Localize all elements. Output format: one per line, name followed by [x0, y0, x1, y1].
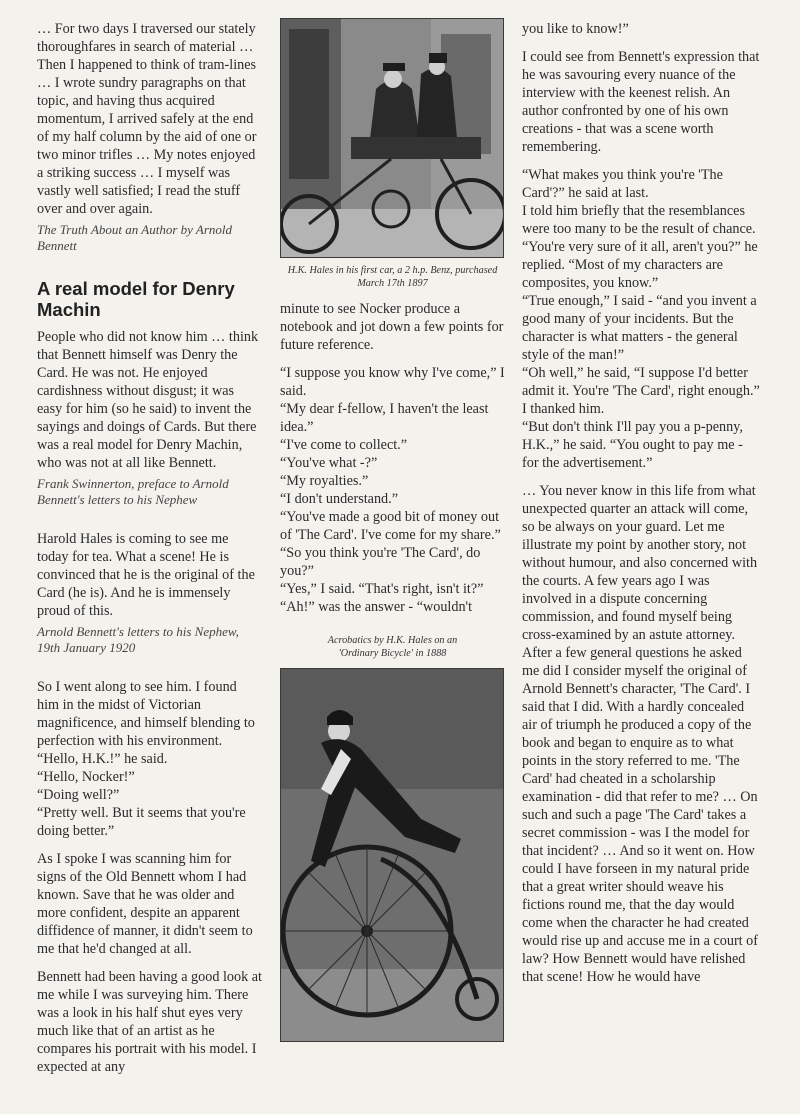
dialogue-line: “Yes,” I said. “That's right, isn't it?” — [280, 581, 484, 597]
section-heading: A real model for Denry Machin — [37, 278, 235, 320]
swinnerton-citation: Frank Swinnerton, preface to Arnold Bennett's letters to his Nephew — [37, 476, 229, 507]
dialogue-line: “My dear f-fellow, I haven't the least idea.” — [280, 401, 489, 435]
dialogue-line: “I don't understand.” — [280, 491, 398, 507]
column-left — [37, 20, 262, 1076]
dialogue-line: “Pretty well. But it seems that you're doing better.” — [37, 805, 246, 839]
dialogue-line: “You've what -?” — [280, 455, 378, 471]
dialogue-line: “You're very sure of it all, aren't you?” he replied. “Most of my characters are composites, you know.” — [522, 239, 758, 291]
bicycle-photo-caption: Acrobatics by H.K. Hales on an 'Ordinary Bicycle' in 1888 — [327, 635, 458, 659]
paragraph: As I spoke I was scanning him for signs of the Old Bennett whom I had known. Save that he was older and more confident, despite an apparent diffidence of manner, it didn't seem to me that he'd changed at all. — [37, 851, 253, 957]
dialogue-line: I told him briefly that the resemblances were too many to be the result of chance. — [522, 203, 756, 237]
opening-quote-citation: The Truth About an Author by Arnold Bennett — [37, 222, 233, 253]
swinnerton-quote: People who did not know him … think that Bennett himself was Denry the Card. He was not. He enjoyed cardishness without disgust; it was easy for him (so he said) to invent the sayings and doings of Cards. But there was a real model for Denry Machin, who was not at all like Bennett. — [37, 329, 259, 471]
column-right — [522, 20, 762, 986]
dialogue-line: you like to know!” — [522, 21, 629, 37]
dialogue-line: “Oh well,” he said, “I suppose I'd better admit it. You're 'The Card', right enough.” — [522, 365, 760, 399]
paragraph: … You never know in this life from what unexpected quarter an attack will come, so be always on your guard. Let me illustrate my point by another story, not without humour, and also concerned with the courts. A few years ago I was involved in a dispute concerning commission, and found myself being cross-examined by an astute attorney. After a few general questions he asked me did I consider myself the original of Arnold Bennett's character, 'The Card'. I said that I did. With a hardly concealed air of triumph he produced a copy of the book and began to enquire as to what points in the story referred to me. 'The Card' had cheated in a scholarship examination - did that refer to me? … On such and such a page 'The Card' takes a secret commission - was I the model for that incident? … And so it went on. How could I have forseen in my natural pride that a great writer should weave his fictions round me, that the day would come when the character he had created would rise up and accuse me in a court of law? How Bennett would have relished that scene! How he would have — [522, 483, 758, 985]
paragraph: minute to see Nocker produce a notebook and jot down a few points for future reference. — [280, 301, 504, 353]
letters-citation: Arnold Bennett's letters to his Nephew, 19th January 1920 — [37, 624, 239, 655]
dialogue-line: “Hello, H.K.!” he said. — [37, 751, 168, 767]
dialogue-line: “I've come to collect.” — [280, 437, 408, 453]
dialogue-line: “So you think you're 'The Card', do you?” — [280, 545, 481, 579]
dialogue-line: “True enough,” I said - “and you invent a good many of your incidents. But the character is what matters - the general style of the man!” — [522, 293, 757, 363]
column-middle — [280, 18, 505, 1042]
car-photo-caption: H.K. Hales in his first car, a 2 h.p. Benz, purchased March 17th 1897 — [287, 265, 498, 289]
dialogue-line: “I suppose you know why I've come,” I said. — [280, 365, 505, 399]
dialogue-line: “My royalties.” — [280, 473, 369, 489]
paragraph: Bennett had been having a good look at me while I was surveying him. There was a look in his half shut eyes very much like that of an artist as he compares his portrait with his model. I expected at any — [37, 969, 262, 1075]
dialogue-line: “Ah!” was the answer - “wouldn't — [280, 599, 473, 615]
dialogue-line: “What makes you think you're 'The Card'?” he said at last. — [522, 167, 723, 201]
opening-quote: … For two days I traversed our stately thoroughfares in search of material … Then I happened to think of tram-lines … I wrote sundry paragraphs on that topic, and having thus acquired momentum, I arrived safely at the end of my half column by the aid of one or two minor trifles … My notes enjoyed a striking success … I myself was vastly well satisfied; I read the stuff over and over again. — [37, 21, 257, 217]
letters-quote: Harold Hales is coming to see me today for tea. What a scene! He is convinced that he is the original of the Card (he is). And he is immensely proud of this. — [37, 531, 255, 619]
dialogue-line: “Doing well?” — [37, 787, 120, 803]
bicycle-photo — [280, 668, 504, 1042]
dialogue-line: I thanked him. — [522, 401, 605, 417]
dialogue-line: “Hello, Nocker!” — [37, 769, 135, 785]
paragraph: I could see from Bennett's expression that he was savouring every nuance of the interview with the keenest relish. An author confronted by one of his own creations - that was a scene worth remembering. — [522, 49, 760, 155]
car-photo — [280, 18, 504, 258]
dialogue-line: “You've made a good bit of money out of 'The Card'. I've come for my share.” — [280, 509, 501, 543]
paragraph: So I went along to see him. I found him in the midst of Victorian magnificence, and himself blending to perfection with his environment. — [37, 679, 255, 749]
dialogue-line: “But don't think I'll pay you a p-penny, H.K.,” he said. “You ought to pay me - for the advertisement.” — [522, 419, 743, 471]
